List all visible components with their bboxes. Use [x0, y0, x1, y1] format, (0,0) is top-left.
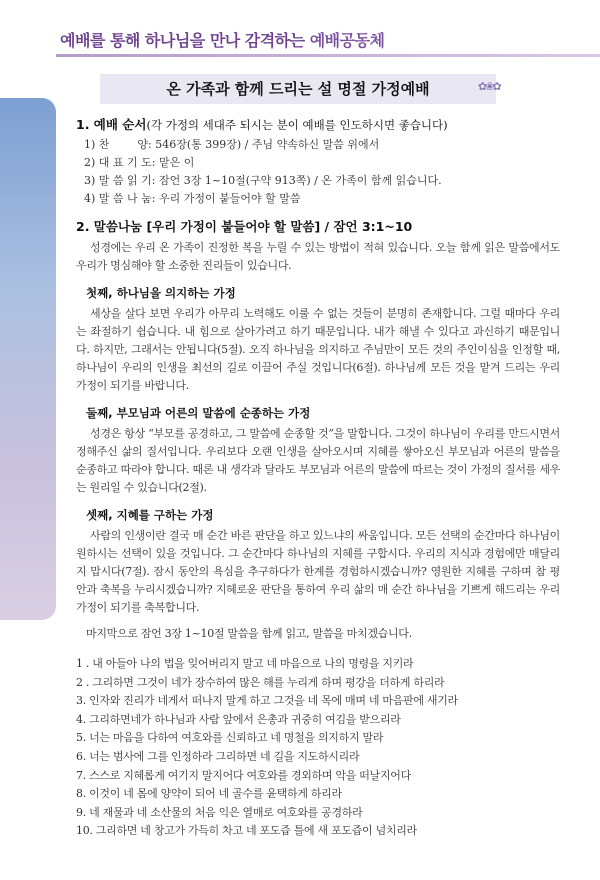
list-item: 4) 말 씀 나 눔: 우리 가정이 붙들어야 할 말씀 [84, 192, 301, 205]
point3-body: 사람의 인생이란 결국 매 순간 바른 판단을 하고 있느냐의 싸움입니다. 모든 선택의 순간마다 하나님이 원하시는 선택이 있을 것입니다. 그 순간마다 하나님의 지혜를 구합시다. 우리의 지식과 경험에만 매달리지 맙시다(7절). 잠시 동안의 욕심을 추구하다가 한계를 경험하시겠습니까? 영원한 지혜를 구하며 참 평안과 축복을 누리시겠습니까? 지혜로운 판단을 통하여 우리 삶의 매 순간 하나님을 기쁘게 해드리는 우리 가정이 되기를 축복합니다. [76, 529, 560, 614]
verse-line: 2 . 그리하면 그것이 네가 장수하여 많은 해를 누리게 하며 평강을 더하게 하리라 [76, 675, 445, 689]
header-lead: 예배를 통해 하나님을 만나 감격하는 [60, 31, 310, 50]
point2-title: 둘째, 부모님과 어른의 말씀에 순종하는 가정 [86, 406, 311, 420]
verse-line: 3. 인자와 진리가 네게서 떠나지 말게 하고 그것을 네 목에 매며 네 마음판에 새기라 [76, 694, 458, 708]
verse-line: 10. 그리하면 네 창고가 가득히 차고 네 포도즙 틀에 새 포도즙이 넘치리라 [76, 824, 417, 838]
point3-title: 셋째, 지혜를 구하는 가정 [86, 508, 214, 522]
verse-line: 9. 네 재물과 네 소산물의 처음 익은 열매로 여호와를 공경하라 [76, 805, 363, 819]
verse-line: 5. 너는 마음을 다하여 여호와를 신뢰하고 네 명철을 의지하지 말라 [76, 731, 384, 745]
verse-line: 4. 그리하면네가 하나님과 사람 앞에서 은총과 귀중히 여김을 받으리라 [76, 712, 401, 726]
verse-line: 1 . 내 아들아 나의 법을 잊어버리지 말고 네 마음으로 나의 명령을 지키라 [76, 657, 414, 670]
header-divider [56, 54, 600, 57]
point1-title: 첫째, 하나님을 의지하는 가정 [86, 286, 236, 300]
section2-intro: 성경에는 우리 온 가족이 진정한 복을 누릴 수 있는 방법이 적혀 있습니다. 오늘 함께 읽은 말씀에서도 우리가 명심해야 할 소중한 진리들이 있습니다. [76, 241, 560, 272]
section2-heading: 2. 말씀나눔 [우리 가정이 붙들어야 할 말씀] / 잠언 3:1~10 [76, 219, 413, 234]
section1-heading: 1. 예배 순서(각 가정의 세대주 되시는 분이 예배를 인도하시면 좋습니다) [76, 117, 448, 132]
verse-line: 8. 이것이 네 몸에 양약이 되어 네 골수를 윤택하게 하리라 [76, 787, 342, 801]
page-header [60, 28, 384, 51]
scripture-verses [76, 655, 560, 841]
list-item: 2) 대 표 기 도: 맡은 이 [84, 156, 195, 169]
list-item: 1) 찬 양: 546장(통 399장) / 주님 약속하신 말씀 위에서 [84, 138, 380, 151]
header-accent: 예배공동체 [309, 31, 385, 50]
point1-body: 세상을 살다 보면 우리가 아무리 노력해도 이룰 수 없는 것들이 분명히 존재합니다. 그럴 때마다 우리는 좌절하기 쉽습니다. 내 힘으로 살아가려고 하기 때문입니다. 내가 해낼 수 있다고 과신하기 때문입니다. 하지만, 그래서는 안됩니다(5절). 오직 하나님을 의지하고 주님만이 모든 것의 주인이심을 인정할 때, 하나님이 우리의 인생을 최선의 길로 이끌어 주실 것입니다(6절). 하나님께 모든 것을 맡겨 드리는 우리 가정이 되기를 바랍니다. [76, 307, 560, 392]
worship-order-list [84, 136, 560, 208]
page-title: 온 가족과 함께 드리는 설 명절 가정예배 [100, 74, 496, 104]
decorative-sky-panel [0, 98, 56, 620]
verse-line: 7. 스스로 지혜롭게 여기지 말지어다 여호와를 경외하며 악을 떠날지어다 [76, 768, 411, 782]
document-body [76, 116, 560, 841]
list-item: 3) 말 씀 읽 기: 잠언 3장 1~10절(구약 913쪽) / 온 가족이 함께 읽습니다. [84, 174, 442, 187]
flower-right-icon: ✿❀✿ [478, 80, 500, 93]
point2-body: 성경은 항상 “부모를 공경하고, 그 말씀에 순종할 것”을 말합니다. 그것이 하나님이 우리를 만드시면서 정해주신 삶의 질서입니다. 우리보다 오랜 인생을 살아오시며 지혜를 쌓아오신 부모님과 어른의 말씀을 순종하고 따라야 합니다. 때론 내 생각과 달라도 부모님과 어른의 말씀에 따르는 것이 가정의 질서를 세우는 원리일 수 있습니다(2절). [76, 427, 560, 494]
verse-line: 6. 너는 범사에 그를 인정하라 그리하면 네 길을 지도하시리라 [76, 749, 360, 763]
closing-text: 마지막으로 잠언 3장 1~10절 말씀을 함께 읽고, 말씀을 마치겠습니다. [86, 627, 412, 640]
